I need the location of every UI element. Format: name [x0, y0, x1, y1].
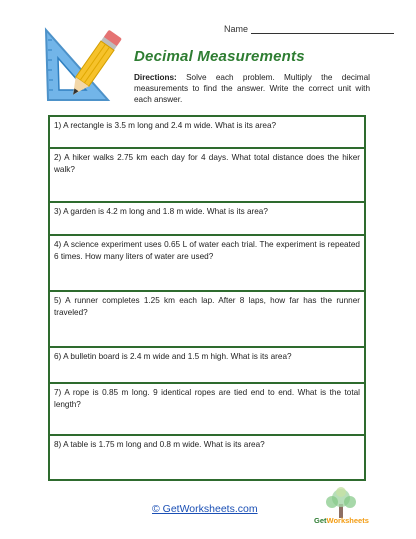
directions-text: Solve each problem. Multiply the decimal measurements to find the answer. Write the correct unit with each answer.: [134, 73, 370, 104]
directions: [134, 72, 370, 105]
question-2: 2) A hiker walks 2.75 km each day for 4 days. What total distance does the hiker walk?: [50, 149, 364, 203]
questions-box: [48, 115, 366, 481]
brand-name: [314, 516, 369, 525]
question-5: 5) A runner completes 1.25 km each lap. After 8 laps, how far has the runner traveled?: [50, 292, 364, 348]
name-field: [224, 24, 394, 34]
brand-name-worksheets: Worksheets: [326, 516, 369, 525]
name-label: Name: [224, 24, 249, 34]
directions-label: Directions:: [134, 73, 177, 82]
ruler-pencil-icon: [38, 22, 134, 108]
question-6: 6) A bulletin board is 2.4 m wide and 1.5 m high. What is its area?: [50, 348, 364, 384]
question-1: 1) A rectangle is 3.5 m long and 2.4 m wide. What is its area?: [50, 117, 364, 149]
name-blank-line: [251, 25, 394, 34]
question-8: 8) A table is 1.75 m long and 0.8 m wide. What is its area?: [54, 440, 265, 449]
worksheet-title: Decimal Measurements: [134, 48, 305, 65]
question-3: 3) A garden is 4.2 m long and 1.8 m wide. What is its area?: [50, 203, 364, 236]
copyright-link[interactable]: © GetWorksheets.com: [152, 503, 258, 515]
question-7: 7) A rope is 0.85 m long. 9 identical ropes are tied end to end. What is the total length?: [50, 384, 364, 436]
brand-name-get: Get: [314, 516, 327, 525]
question-4: 4) A science experiment uses 0.65 L of water each trial. The experiment is repeated 6 times. How many liters of water are used?: [50, 236, 364, 292]
